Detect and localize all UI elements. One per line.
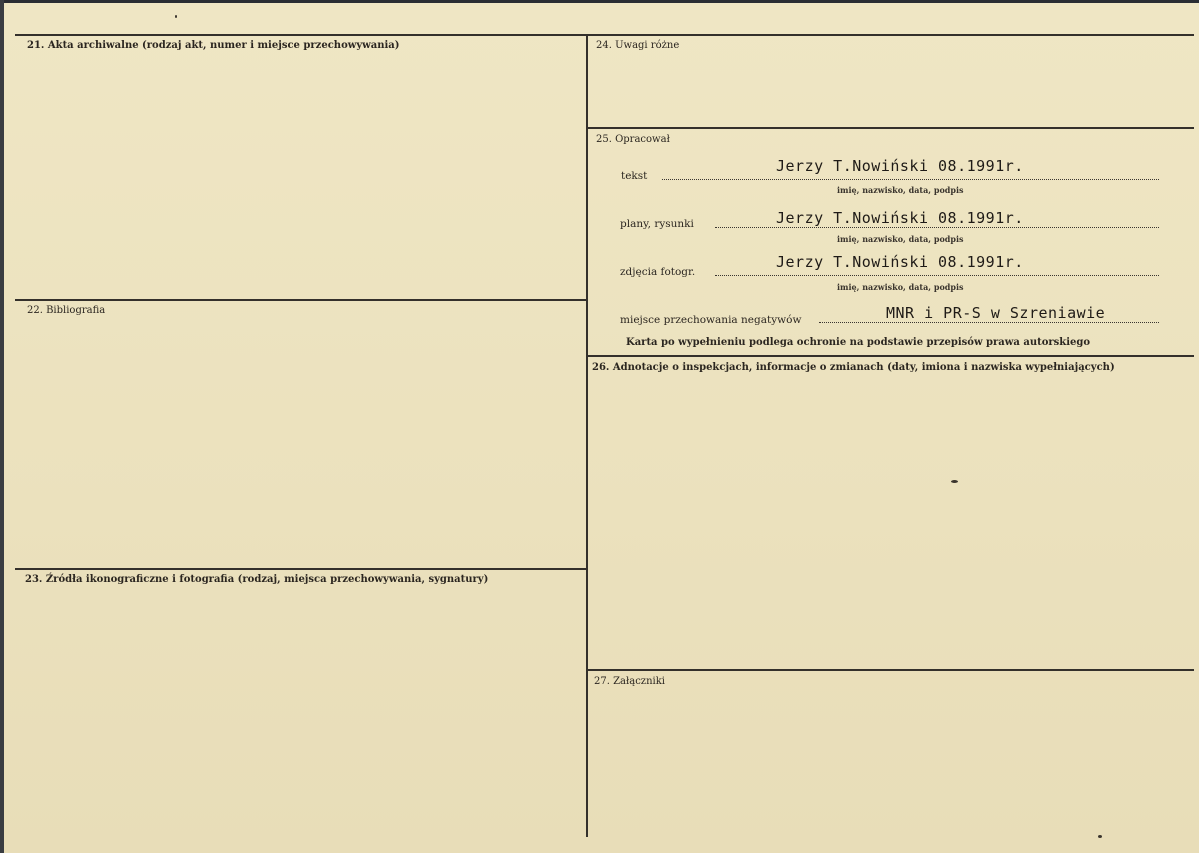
rule-24-25 [588,127,1194,129]
plany-line [715,227,1159,228]
section-23-heading: 23. Źródła ikonograficzne i fotografia (rodzaj, miejsca przechowywania, sygnatury) [25,574,489,585]
section-26-heading: 26. Adnotacje o inspekcjach, informacje o zmianach (daty, imiona i nazwiska wypełniających) [592,362,1115,373]
section-25-heading: 25. Opracował [596,134,670,145]
section-27-heading: 27. Załączniki [594,676,665,687]
paper-speck [1098,835,1102,838]
section-24-heading: 24. Uwagi różne [596,40,680,51]
tekst-caption: imię, nazwisko, data, podpis [837,185,964,195]
rule-26-27 [588,669,1194,671]
card-top-edge [0,0,1199,3]
negatywy-line [819,322,1159,323]
section-21-heading: 21. Akta archiwalne (rodzaj akt, numer i miejsce przechowywania) [27,40,400,51]
top-rule-right [588,34,1194,36]
negatywy-value: MNR i PR-S w Szreniawie [886,304,1106,322]
rule-21-22 [15,299,586,301]
tekst-line [662,179,1159,180]
tekst-label: tekst [621,170,648,182]
card-left-edge [0,0,4,853]
copyright-note: Karta po wypełnieniu podlega ochronie na podstawie przepisów prawa autorskiego [626,337,1091,348]
plany-value: Jerzy T.Nowiński 08.1991r. [776,209,1024,227]
plany-caption: imię, nazwisko, data, podpis [837,234,964,244]
plany-label: plany, rysunki [620,218,694,230]
section-22-heading: 22. Bibliografia [27,305,106,316]
tekst-value: Jerzy T.Nowiński 08.1991r. [776,157,1024,175]
zdjecia-label: zdjęcia fotogr. [620,266,696,278]
zdjecia-caption: imię, nazwisko, data, podpis [837,282,964,292]
rule-22-23 [15,568,586,570]
top-rule-left [15,34,587,36]
paper-speck [175,15,177,18]
negatywy-label: miejsce przechowania negatywów [620,314,802,326]
rule-25-26 [588,355,1194,357]
zdjecia-value: Jerzy T.Nowiński 08.1991r. [776,253,1024,271]
center-divider [586,34,588,837]
zdjecia-line [715,275,1159,276]
paper-speck [951,480,958,483]
